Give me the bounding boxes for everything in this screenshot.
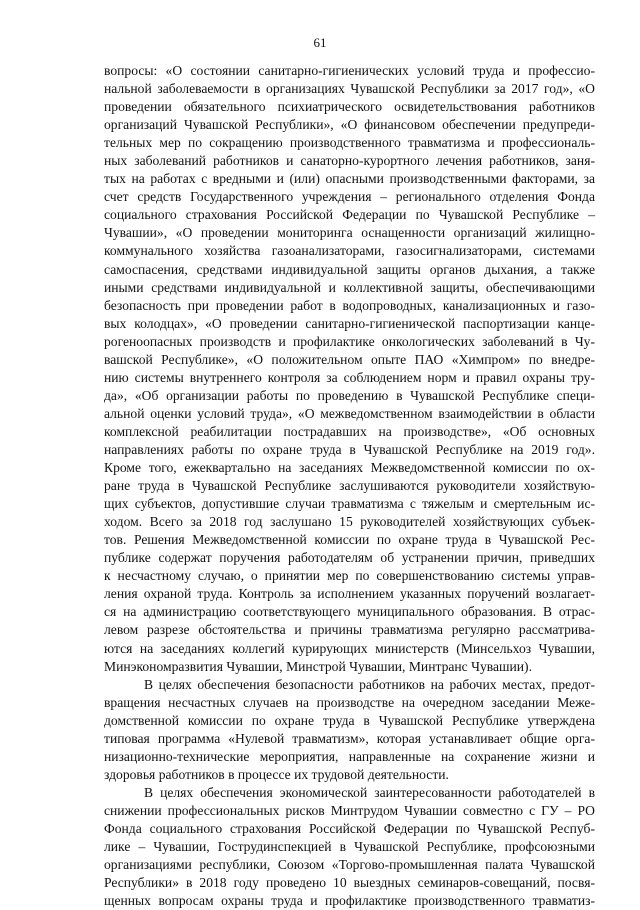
text-line: коммунального хозяйства газоанализаторами, газосигнализаторами, системами	[104, 243, 595, 259]
text-line: вращения несчастных случаев на производстве на очередном заседании Меже-	[104, 694, 595, 710]
text-line: здоровья работников в процессе их трудовой деятельности.	[104, 766, 449, 782]
paragraph-first-line: В целях обеспечения экономической заинтересованности работодателей в	[144, 784, 595, 800]
text-line: лике – Чувашии, Гострудинспекцией в Чувашской Республике, профсоюзными	[104, 839, 595, 855]
text-line: щенных вопросам охраны труда и профилактике производственного травматиз-	[104, 893, 595, 909]
text-line: низационно-технические мероприятия, направленные на сохранение жизни и	[104, 748, 595, 764]
text-line: вых колодцах», «О проведении санитарно-гигиенической паспортизации канце-	[104, 315, 595, 331]
text-line: ются на заседаниях коллегий курирующих министерств (Минсельхоз Чувашии,	[104, 640, 595, 656]
paragraph-first-line: В целях обеспечения безопасности работников на рабочих местах, предот-	[144, 676, 595, 692]
text-line: к несчастному случаю, о принятии мер по совершенствованию системы управ-	[104, 568, 595, 584]
text-line: вопросы: «О состоянии санитарно-гигиенических условий труда и профессио-	[104, 63, 595, 78]
text-line: организаций Чувашской Республики», «О финансовом обеспечении предупреди-	[104, 117, 595, 133]
text-line: щих субъектов, допустившие случаи травматизма с тяжелым и смертельным ис-	[104, 496, 595, 512]
text-line: рогеноопасных производств и профилактике онкологических заболеваний в Чу-	[104, 333, 595, 349]
text-line: счет средств Государственного учреждения – регионального отделения Фонда	[104, 189, 595, 205]
text-line: Кроме того, ежеквартально на заседаниях Межведомственной комиссии по ох-	[104, 460, 595, 476]
text-line: ления охраной труда. Контроль за исполнением указанных поручений возлагает-	[104, 586, 595, 602]
text-line: организациями республики, Союзом «Торгово-промышленная палата Чувашской	[104, 857, 595, 873]
text-line: Минэкономразвития Чувашии, Минстрой Чувашии, Минтранс Чувашии).	[104, 658, 532, 674]
text-line: домственной комиссии по охране труда в Чувашской Республике утверждена	[104, 712, 595, 728]
text-line: иными средствами индивидуальной и коллективной защиты, обеспечивающими	[104, 279, 595, 295]
text-line: Чувашии», «О проведении мониторинга оснащенности организаций жилищно-	[104, 225, 595, 241]
text-line: тых на работах с вредными и (или) опасными производственными факторами, за	[104, 171, 595, 187]
text-line: ся на администрацию соответствующего муниципального образования. В отрас-	[104, 604, 595, 620]
text-line: тов. Решения Межведомственной комиссии по охране труда в Чувашской Рес-	[104, 532, 595, 548]
body-text	[104, 62, 595, 910]
text-line: снижении профессиональных рисков Минтрудом Чувашии совместно с ГУ – РО	[104, 802, 595, 818]
text-line: публике содержат поручения работодателям об устранении причин, приведших	[104, 550, 595, 566]
page-number: 61	[313, 35, 327, 50]
text-line: нальной заболеваемости в организациях Чувашской Республики за 2017 год», «О	[104, 81, 595, 97]
text-line: Республики» в 2018 году проведено 10 выездных семинаров-совещаний, посвя-	[104, 875, 595, 891]
text-line: Фонда социального страхования Российской Федерации по Чувашской Респуб-	[104, 820, 595, 836]
text-line: ных заболеваний работников и санаторно-курортного лечения работников, заня-	[104, 153, 595, 169]
text-line: направлениях работы по охране труда в Чувашской Республике на 2019 год».	[104, 441, 595, 457]
text-line: тельных мер по сокращению производственного травматизма и профессиональ-	[104, 135, 595, 151]
text-line: ране труда в Чувашской Республике заслушиваются руководители хозяйствую-	[104, 478, 595, 494]
text-line: комплексной реабилитации пострадавших на производстве», «Об основных	[104, 423, 595, 439]
text-line: проведении обязательного психиатрического освидетельствования работников	[104, 99, 595, 115]
text-line: левом разрезе обстоятельства и причины травматизма регулярно рассматрива-	[104, 622, 595, 638]
text-line: безопасность при проведении работ в водопроводных, канализационных и газо-	[104, 297, 595, 313]
text-line: нию системы внутреннего контроля за соблюдением норм и правил охраны тру-	[104, 369, 595, 385]
text-line: типовая программа «Нулевой травматизм», которая устанавливает общие орга-	[104, 730, 595, 746]
text-line: да», «Об организации работы по проведению в Чувашской Республике специ-	[104, 387, 595, 403]
text-line: самоспасения, средствами индивидуальной защиты органов дыхания, а также	[104, 261, 595, 277]
text-line: ходом. Всего за 2018 год заслушано 15 руководителей хозяйствующих субъек-	[104, 514, 595, 530]
text-line: альной оценки условий труда», «О межведомственном взаимодействии в области	[104, 405, 595, 421]
text-line: социального страхования Российской Федерации по Чувашской Республике –	[104, 207, 595, 223]
text-line: вашской Республике», «О положительном опыте ПАО «Химпром» по внедре-	[104, 351, 595, 367]
